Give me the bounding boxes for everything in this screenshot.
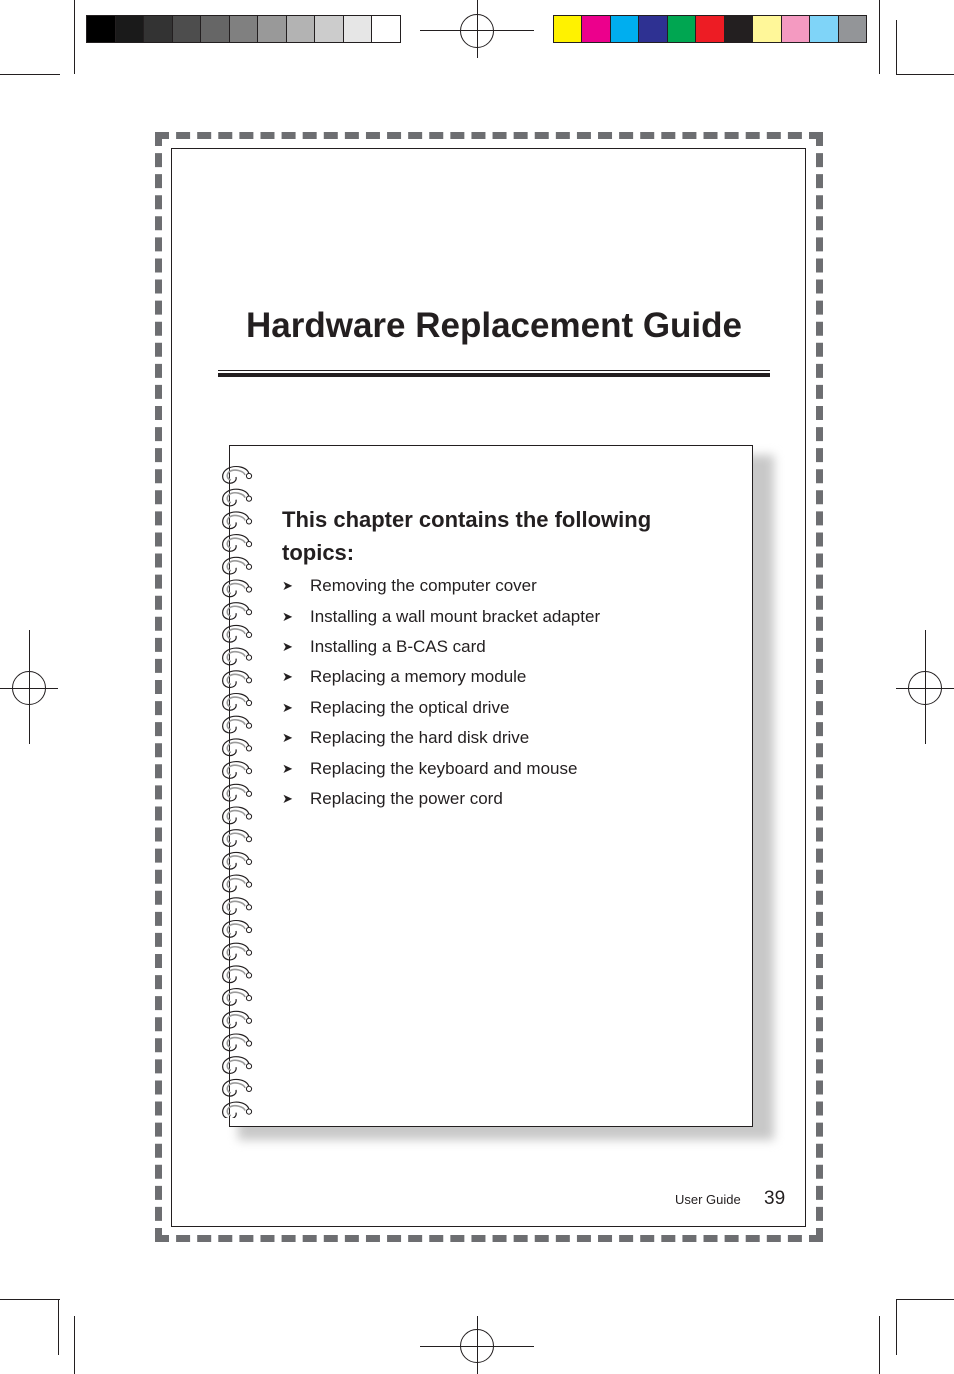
arrow-bullet-icon: ➤ — [282, 699, 293, 715]
color-swatch — [372, 16, 400, 42]
crop-mark-bottom-right-h — [896, 1299, 954, 1300]
color-swatch — [173, 16, 202, 42]
color-swatch — [753, 16, 781, 42]
color-swatch — [87, 16, 116, 42]
spiral-ring — [223, 603, 252, 620]
registration-mark-right-v — [925, 630, 926, 744]
topic-text: Replacing the power cord — [310, 788, 503, 808]
topics-heading: This chapter contains the following topics: — [282, 507, 652, 565]
spiral-ring — [223, 943, 252, 960]
title-rule-thick — [218, 373, 770, 377]
list-item — [282, 571, 600, 601]
color-swatch — [810, 16, 838, 42]
color-swatch — [116, 16, 145, 42]
registration-mark-bottom-v — [477, 1316, 478, 1374]
spiral-ring — [223, 1102, 252, 1118]
spiral-ring — [223, 921, 252, 938]
arrow-bullet-icon: ➤ — [282, 730, 293, 746]
spiral-ring — [223, 512, 252, 529]
spiral-ring — [223, 467, 252, 484]
color-swatch — [696, 16, 724, 42]
arrow-bullet-icon: ➤ — [282, 760, 293, 776]
crop-mark-top-right-v2 — [896, 20, 897, 74]
color-swatch — [782, 16, 810, 42]
crop-mark-top-right-h — [896, 74, 954, 75]
crop-mark-top-left-v — [74, 0, 75, 74]
spiral-ring — [223, 557, 252, 574]
color-swatch — [554, 16, 582, 42]
title-rule-thin — [218, 370, 770, 371]
arrow-bullet-icon: ➤ — [282, 790, 293, 806]
spiral-ring — [223, 762, 252, 779]
spiral-ring — [223, 671, 252, 688]
spiral-ring — [223, 830, 252, 847]
list-item — [282, 693, 600, 723]
spiral-ring — [223, 1034, 252, 1051]
crop-mark-bottom-right-v — [896, 1299, 897, 1355]
color-swatch — [144, 16, 173, 42]
color-swatch — [287, 16, 316, 42]
spiral-ring — [223, 1011, 252, 1028]
chapter-title: Hardware Replacement Guide — [246, 306, 742, 345]
arrow-bullet-icon: ➤ — [282, 638, 293, 654]
list-item — [282, 753, 600, 783]
list-item — [282, 662, 600, 692]
crop-mark-top-right-v — [879, 0, 880, 74]
topic-text: Replacing a memory module — [310, 667, 527, 687]
color-swatch — [611, 16, 639, 42]
spiral-ring — [223, 1079, 252, 1096]
spiral-binding-icon — [219, 463, 255, 1118]
crop-mark-bottom-left-v — [58, 1299, 59, 1355]
spiral-ring — [223, 852, 252, 869]
list-item — [282, 632, 600, 662]
crop-mark-bottom-left-v2 — [74, 1316, 75, 1374]
color-swatch — [230, 16, 259, 42]
color-calibration-strip — [553, 15, 867, 43]
topic-text: Installing a wall mount bracket adapter — [310, 606, 601, 626]
spiral-ring — [223, 535, 252, 552]
arrow-bullet-icon: ➤ — [282, 669, 293, 685]
spiral-ring — [223, 694, 252, 711]
topics-list — [282, 571, 600, 814]
registration-mark-top-v — [477, 0, 478, 58]
arrow-bullet-icon: ➤ — [282, 578, 293, 594]
color-swatch — [344, 16, 373, 42]
color-swatch — [201, 16, 230, 42]
topic-text: Installing a B-CAS card — [310, 636, 486, 656]
spiral-ring — [223, 580, 252, 597]
spiral-ring — [223, 989, 252, 1006]
spiral-ring — [223, 898, 252, 915]
spiral-ring — [223, 716, 252, 733]
spiral-ring — [223, 648, 252, 665]
list-item — [282, 723, 600, 753]
gray-calibration-strip — [86, 15, 401, 43]
footer-label: User Guide — [675, 1192, 741, 1207]
page-number: 39 — [764, 1188, 786, 1209]
topic-text: Replacing the keyboard and mouse — [310, 758, 578, 778]
color-swatch — [839, 16, 866, 42]
spiral-ring — [223, 625, 252, 642]
crop-mark-bottom-right-v2 — [879, 1316, 880, 1374]
topic-text: Replacing the optical drive — [310, 697, 510, 717]
spiral-ring — [223, 1057, 252, 1074]
spiral-ring — [223, 966, 252, 983]
spiral-ring — [223, 807, 252, 824]
spiral-ring — [223, 875, 252, 892]
color-swatch — [725, 16, 753, 42]
topic-text: Removing the computer cover — [310, 576, 537, 596]
crop-mark-top-left-h — [0, 74, 60, 75]
spiral-ring — [223, 489, 252, 506]
spiral-ring — [223, 739, 252, 756]
color-swatch — [668, 16, 696, 42]
list-item — [282, 601, 600, 631]
registration-mark-left-v — [29, 630, 30, 744]
arrow-bullet-icon: ➤ — [282, 608, 293, 624]
crop-mark-bottom-left-h — [0, 1299, 60, 1300]
color-swatch — [258, 16, 287, 42]
color-swatch — [582, 16, 610, 42]
spiral-ring — [223, 784, 252, 801]
topic-text: Replacing the hard disk drive — [310, 728, 530, 748]
color-swatch — [315, 16, 344, 42]
list-item — [282, 784, 600, 814]
color-swatch — [639, 16, 667, 42]
